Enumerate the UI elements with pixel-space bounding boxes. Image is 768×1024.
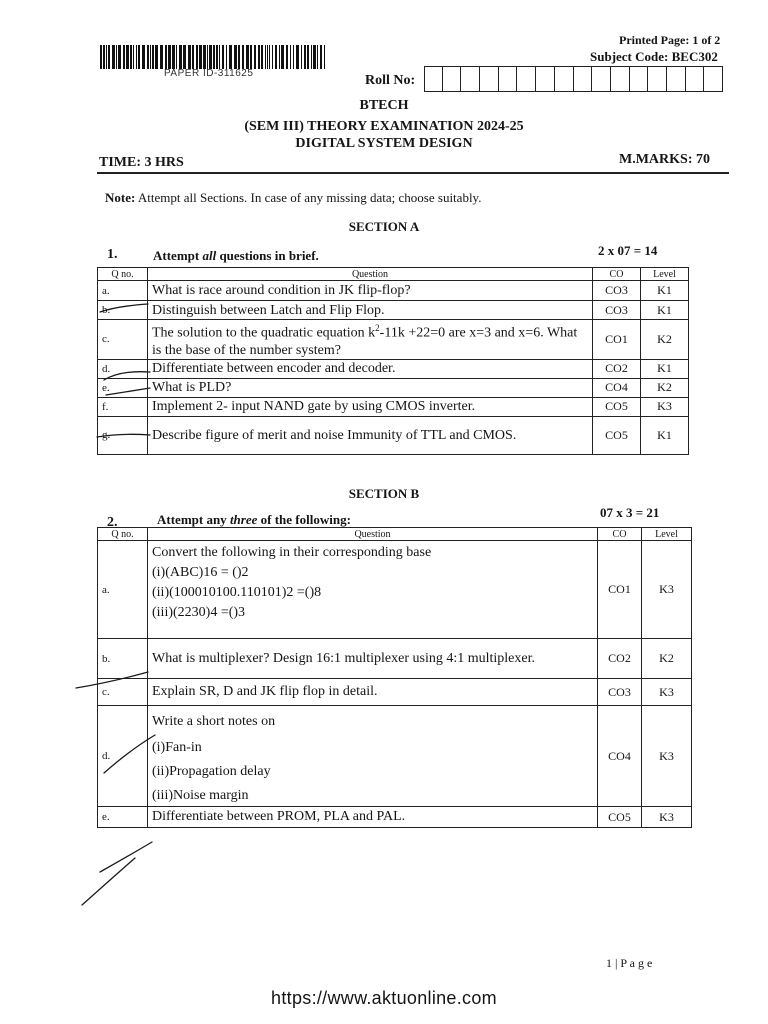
question-text: The solution to the quadratic equation $k^2-11k +22=0$ are x=3 and x=6. What is the base of the number system? — [148, 320, 593, 360]
table-row: e. Differentiate between PROM, PLA and PAL. CO5 K3 — [98, 807, 692, 828]
printed-page-label: Printed Page: 1 of 2 — [619, 33, 721, 47]
question-text: Write a short notes on (i)Fan-in (ii)Propagation delay (iii)Noise margin — [148, 706, 598, 807]
max-marks-label: M.MARKS: 70 — [619, 152, 710, 167]
section-b-table — [97, 527, 692, 828]
roll-no-box — [424, 66, 443, 92]
section-a-marks: 2 x 07 = 14 — [598, 243, 658, 258]
qno-header: Q no. — [98, 528, 148, 541]
section-b-marks: 07 x 3 = 21 — [600, 505, 660, 520]
time-label: TIME: 3 HRS — [99, 155, 184, 170]
roll-no-box — [592, 66, 611, 92]
table-row: b. Distinguish between Latch and Flip Flop. CO3 K1 — [98, 301, 689, 320]
level-header: Level — [642, 528, 692, 541]
table-row: c. The solution to the quadratic equation $k^2-11k +22=0$ are x=3 and x=6. What is the base of the number system? CO1 K2 — [98, 320, 689, 360]
table-row: d. Write a short notes on (i)Fan-in (ii)Propagation delay (iii)Noise margin CO4 K3 — [98, 706, 692, 807]
roll-no-box — [461, 66, 480, 92]
exam-subject: DIGITAL SYSTEM DESIGN — [295, 136, 473, 151]
question-text: Convert the following in their corresponding base (i)(ABC)16 = ()2 (ii)(100010100.110101)2 =()8 (iii)(2230)4 =()3 — [148, 541, 598, 639]
table-header-row — [98, 268, 689, 281]
table-header-row — [98, 528, 692, 541]
header-divider — [97, 172, 729, 174]
qno-header: Q no. — [98, 268, 148, 281]
question-text: What is multiplexer? Design 16:1 multiplexer using 4:1 multiplexer. — [148, 639, 598, 679]
roll-no-box — [499, 66, 518, 92]
exam-title: (SEM III) THEORY EXAMINATION 2024-25 — [244, 119, 524, 134]
table-row: a. What is race around condition in JK flip-flop? CO3 K1 — [98, 281, 689, 301]
roll-no-box — [611, 66, 630, 92]
roll-no-box — [536, 66, 555, 92]
roll-no-box — [555, 66, 574, 92]
roll-no-box — [443, 66, 462, 92]
co-header: CO — [593, 268, 641, 281]
level-header: Level — [641, 268, 689, 281]
table-row: a. Convert the following in their corresponding base (i)(ABC)16 = ()2 (ii)(100010100.110101)2 =()8 (iii)(2230)4 =()3 CO1 K3 — [98, 541, 692, 639]
barcode-image — [100, 45, 328, 69]
subject-code: Subject Code: BEC302 — [590, 49, 718, 64]
table-row: d. Differentiate between encoder and decoder. CO2 K1 — [98, 359, 689, 378]
table-row: f. Implement 2- input NAND gate by using CMOS inverter. CO5 K3 — [98, 397, 689, 416]
note-text: Attempt all Sections. In case of any missing data; choose suitably. — [137, 190, 482, 205]
roll-no-box — [480, 66, 499, 92]
roll-no-box — [517, 66, 536, 92]
table-row: g. Describe figure of merit and noise Immunity of TTL and CMOS. CO5 K1 — [98, 416, 689, 454]
roll-no-label: Roll No: — [365, 73, 416, 88]
co-header: CO — [598, 528, 642, 541]
question-1-instruction: Attempt all questions in brief. — [153, 248, 319, 263]
note-line — [105, 190, 481, 206]
question-1-number: 1. — [107, 247, 118, 262]
question-header: Question — [148, 528, 598, 541]
paper-id: PAPER ID-311625 — [164, 68, 254, 79]
question-text: Differentiate between PROM, PLA and PAL. — [148, 807, 598, 828]
roll-no-box — [630, 66, 649, 92]
question-2-instruction: Attempt any three of the following: — [157, 512, 351, 527]
roll-no-box — [667, 66, 686, 92]
table-row: b. What is multiplexer? Design 16:1 multiplexer using 4:1 multiplexer. CO2 K2 — [98, 639, 692, 679]
roll-no-boxes — [424, 66, 723, 92]
question-text: Explain SR, D and JK flip flop in detail. — [148, 679, 598, 706]
section-a-table — [97, 267, 689, 455]
roll-no-box — [704, 66, 723, 92]
exam-degree: BTECH — [359, 98, 409, 113]
note-label: Note: — [105, 190, 136, 205]
table-row: c. Explain SR, D and JK flip flop in detail. CO3 K3 — [98, 679, 692, 706]
section-b-title: SECTION B — [348, 486, 420, 501]
table-row: e. What is PLD? CO4 K2 — [98, 378, 689, 397]
website-link[interactable]: https://www.aktuonline.com — [271, 988, 497, 1008]
section-a-title: SECTION A — [348, 219, 420, 234]
roll-no-box — [648, 66, 667, 92]
question-header: Question — [148, 268, 593, 281]
question-2-number: 2. — [107, 515, 118, 530]
page-number: 1 | P a g e — [606, 956, 653, 970]
roll-no-box — [574, 66, 593, 92]
roll-no-box — [686, 66, 705, 92]
